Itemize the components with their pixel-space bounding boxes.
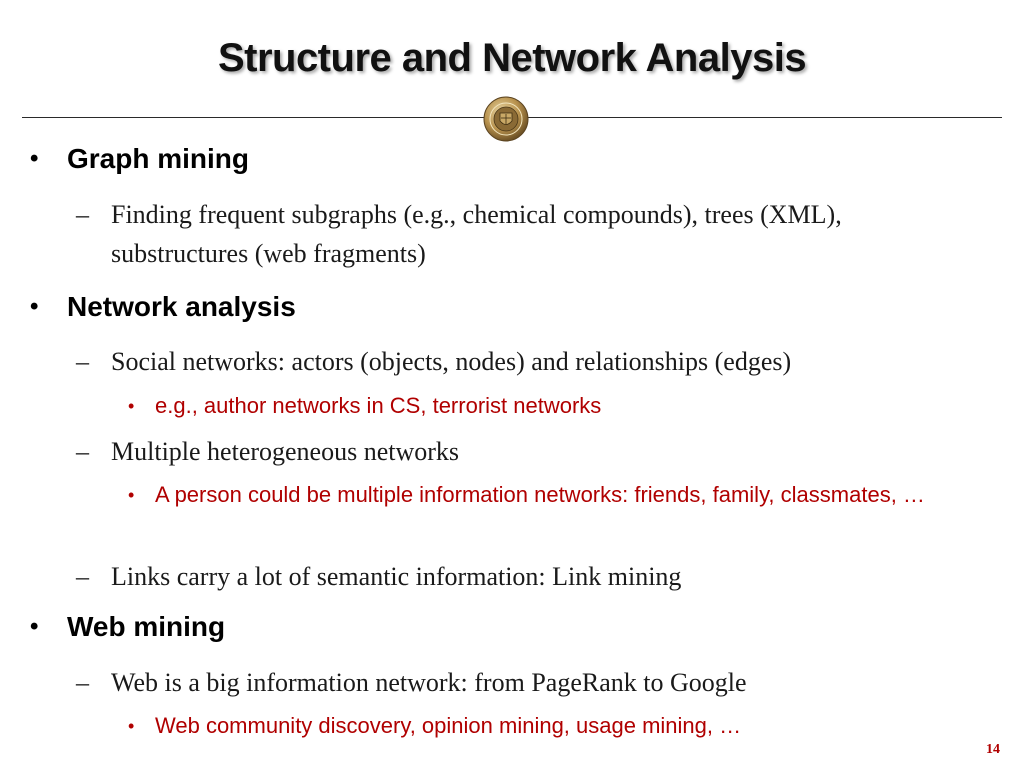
dash-icon: – [76,562,89,591]
sub-bullet-text: Multiple heterogeneous networks [111,437,460,466]
small-bullet-icon: • [128,485,135,505]
dash-icon: – [76,347,89,376]
detail-item [128,710,978,742]
bullet-heading: Graph mining [67,143,249,174]
dash-icon: – [76,200,89,229]
sub-bullet-text: Finding frequent subgraphs (e.g., chemical compounds), trees (XML), substructures (web fragments) [111,200,842,268]
page-number: 14 [986,742,1000,757]
small-bullet-icon: • [128,716,135,736]
dash-icon: – [76,437,89,466]
sub-bullet-text: Social networks: actors (objects, nodes) and relationships (edges) [111,347,792,376]
bullet-dot-icon: • [30,145,39,172]
detail-item-text: e.g., author networks in CS, terrorist networks [155,393,602,418]
bullet-heading: Network analysis [67,291,296,322]
bullet-dot-icon: • [30,293,39,320]
sub-bullet [76,342,976,381]
sub-bullet [76,432,976,471]
bullet-heading: Web mining [67,611,226,642]
sub-bullet-text: Web is a big information network: from PageRank to Google [111,668,747,697]
small-bullet-icon: • [128,396,135,416]
sub-bullet [76,195,976,273]
detail-item [128,390,978,422]
dash-icon: – [76,668,89,697]
detail-item-text: Web community discovery, opinion mining, usage mining, … [155,713,742,738]
sub-bullet [76,663,976,702]
bullet-dot-icon: • [30,613,39,640]
detail-item [128,479,978,511]
slide-title: Structure and Network Analysis [217,36,807,80]
sub-bullet [76,557,976,596]
sub-bullet-text: Links carry a lot of semantic information: Link mining [111,562,682,591]
detail-item-text: A person could be multiple information networks: friends, family, classmates, … [155,482,925,507]
